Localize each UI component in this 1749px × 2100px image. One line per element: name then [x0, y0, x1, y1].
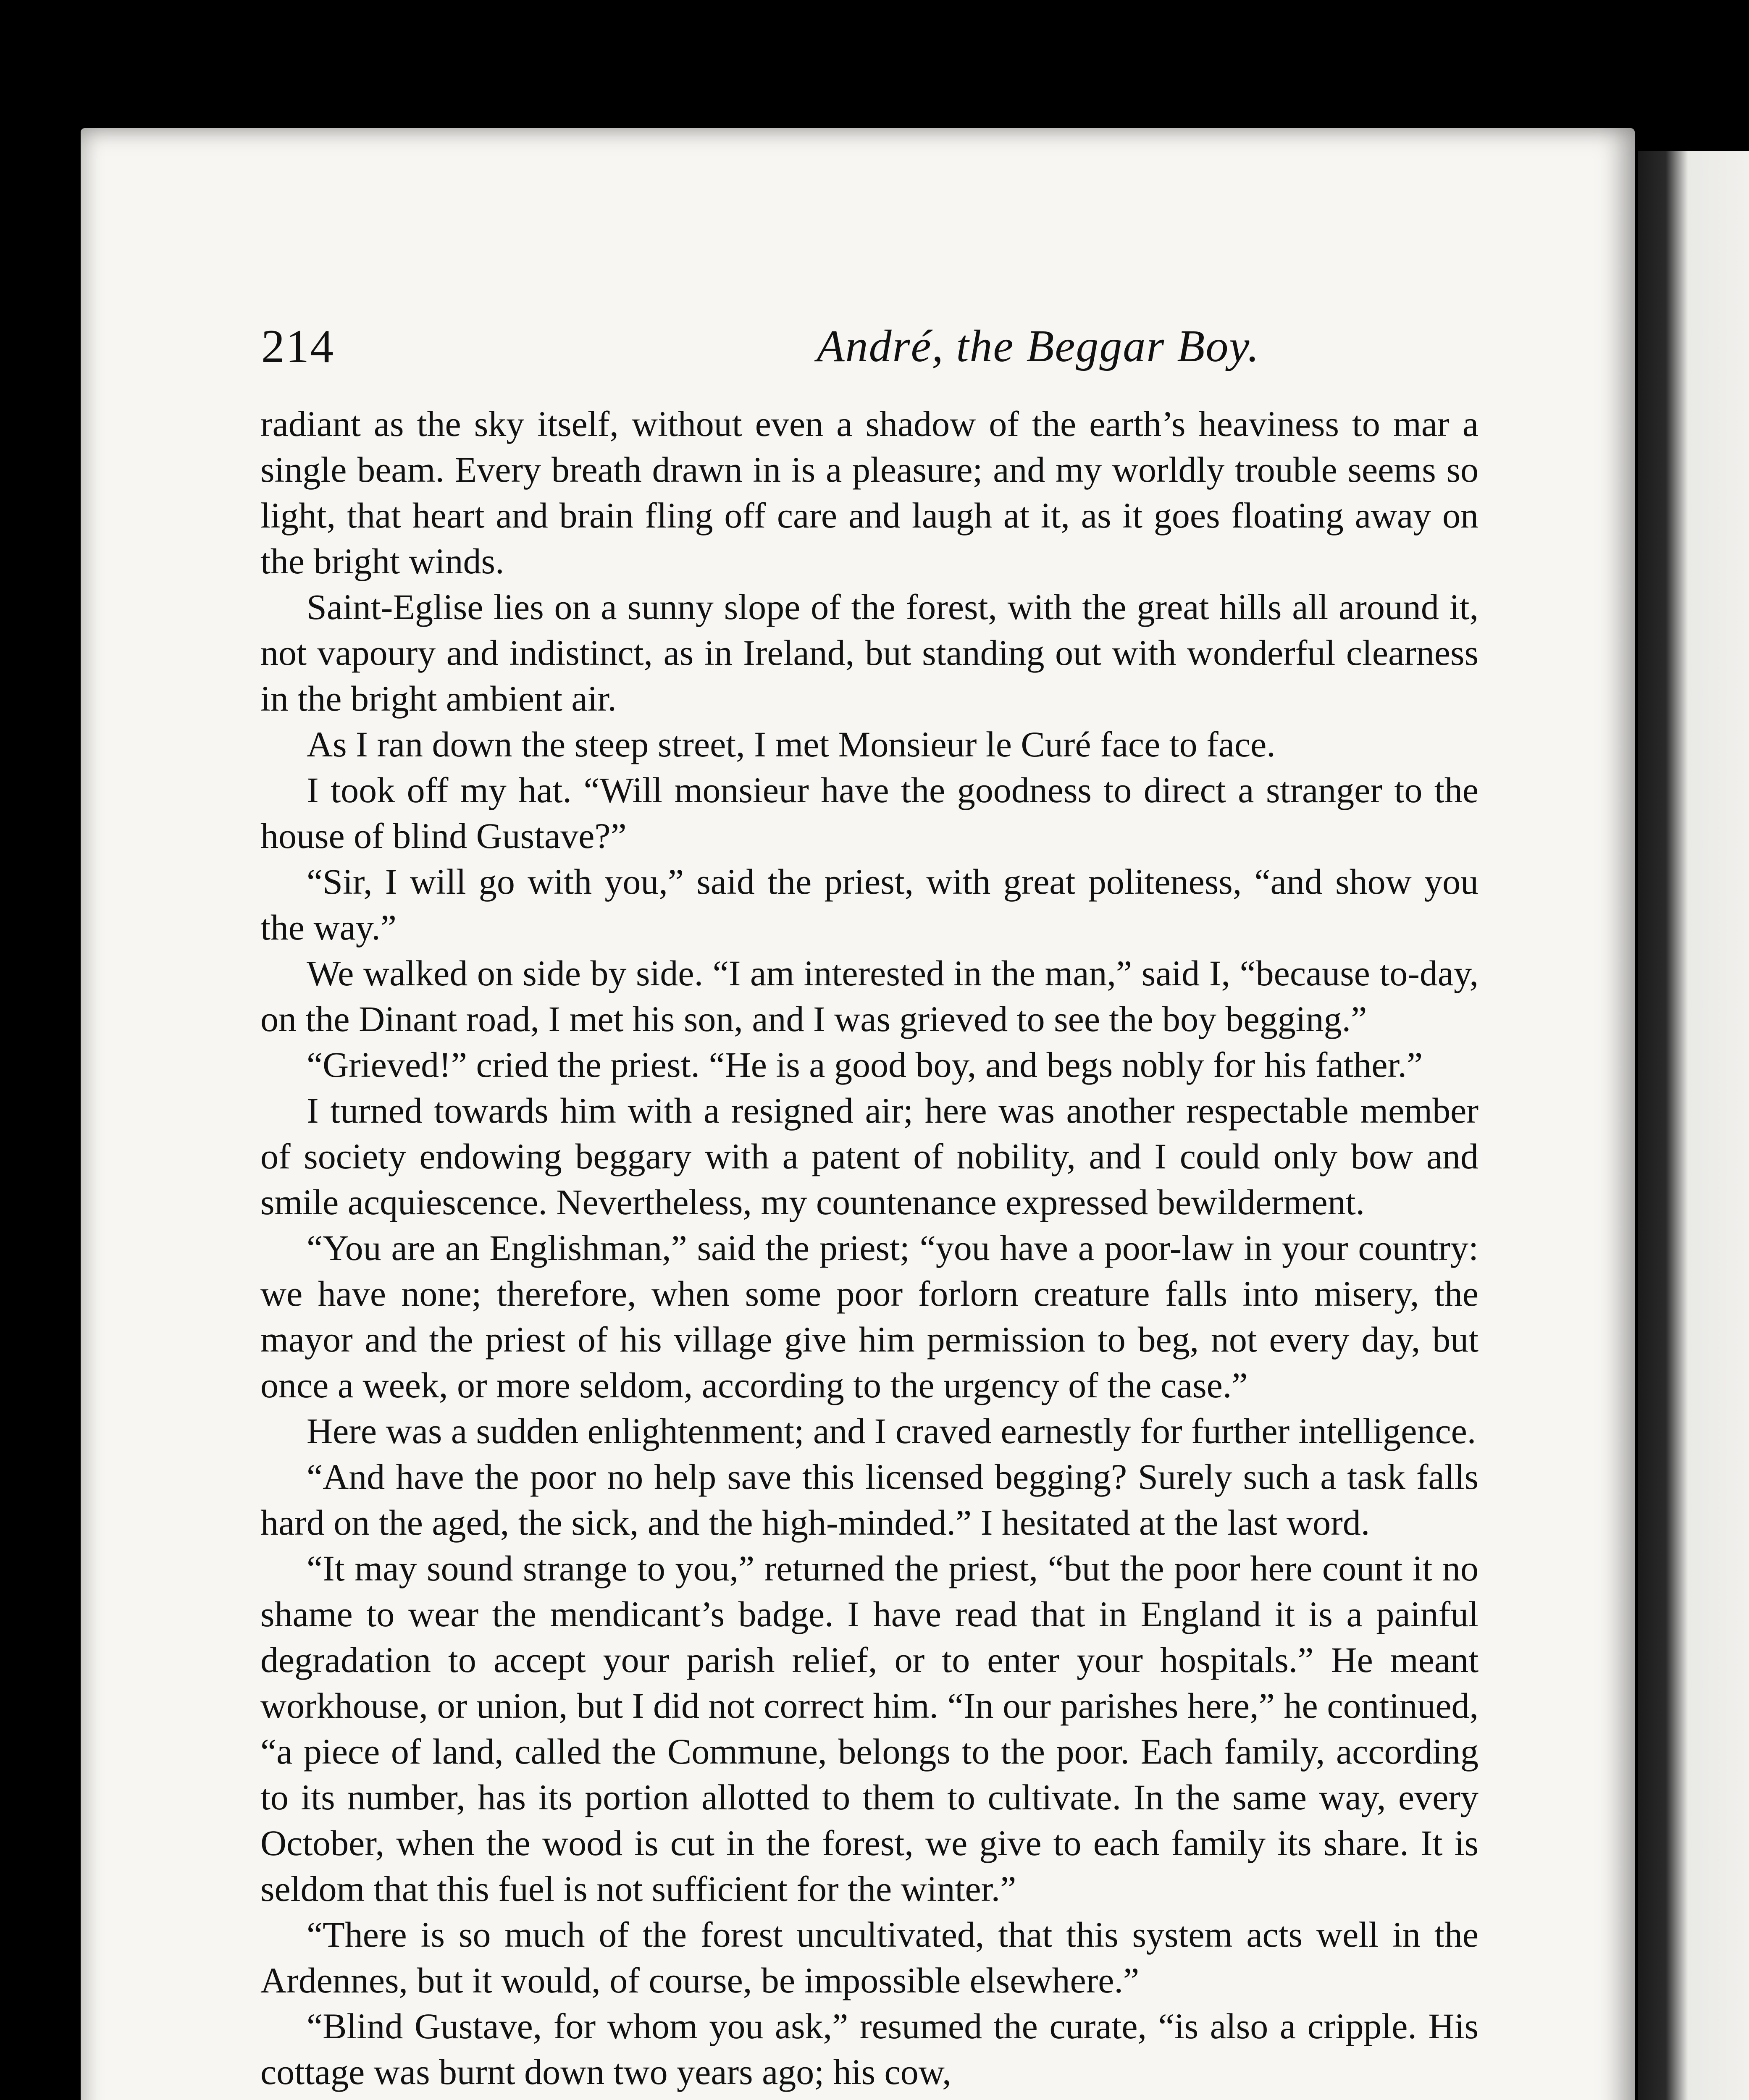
paragraph: “It may sound strange to you,” returned the priest, “but the poor here count it no shame to wear the mendicant’s badge. I have read that in England it is a painful degradation to accept your parish relief, or to enter your hospitals.” He meant workhouse, or union, but I did not correct him. “In our parishes here,” he continued, “a piece of land, called the Commune, belongs to the poor. Each family, according to its number, has its portion allotted to them to cultivate. In the same way, every October, when the wood is cut in the forest, we give to each family its share. It is seldom that this fuel is not sufficient for the winter.”	[260, 1548, 1479, 1909]
paragraph: We walked on side by side. “I am interested in the man,” said I, “because to-day, on the Dinant road, I met his son, and I was grieved to see the boy begging.”	[260, 953, 1479, 1039]
paragraph: “There is so much of the forest uncultivated, that this system acts well in the Ardennes, but it would, of course, be impossible elsewhere.”	[260, 1914, 1479, 2000]
page-header	[261, 319, 1479, 374]
paragraph: “Blind Gustave, for whom you ask,” resumed the curate, “is also a cripple. His cottage was burnt down two years ago; his cow,	[260, 2006, 1479, 2092]
paragraph: “And have the poor no help save this licensed begging? Surely such a task falls hard on the aged, the sick, and the high-minded.” I hesitated at the last word.	[260, 1457, 1479, 1543]
page-number: 214	[261, 320, 334, 373]
paragraph: Saint-Eglise lies on a sunny slope of the forest, with the great hills all around it, not vapoury and indistinct, as in Ireland, but standing out with wonderful clearness in the bright ambient air.	[260, 587, 1479, 719]
body-text	[260, 401, 1479, 2095]
running-title: André, the Beggar Boy.	[817, 321, 1260, 371]
paragraph: “Grieved!” cried the priest. “He is a good boy, and begs nobly for his father.”	[307, 1045, 1423, 1085]
paragraph: Here was a sudden enlightenment; and I craved earnestly for further intelligence.	[307, 1411, 1476, 1451]
paragraph: I took off my hat. “Will monsieur have the goodness to direct a stranger to the house of blind Gustave?”	[260, 770, 1479, 856]
paragraph: “You are an Englishman,” said the priest; “you have a poor-law in your country: we have none; therefore, when some poor forlorn creature falls into misery, the mayor and the priest of his village give him permission to beg, not every day, but once a week, or more seldom, according to the urgency of the case.”	[260, 1228, 1479, 1405]
paragraph: As I ran down the steep street, I met Monsieur le Curé face to face.	[307, 724, 1276, 764]
facing-page-edge	[1638, 151, 1749, 2100]
paragraph: “Sir, I will go with you,” said the priest, with great politeness, “and show you the way.”	[260, 861, 1479, 948]
paragraph: radiant as the sky itself, without even a shadow of the earth’s heaviness to mar a single beam. Every breath drawn in is a pleasure; and my worldly trouble seems so light, that heart and brain fling off care and laugh at it, as it goes floating away on the bright winds.	[260, 404, 1479, 581]
paragraph: I turned towards him with a resigned air; here was another respectable member of society endowing beggary with a patent of nobility, and I could only bow and smile acquiescence. Nevertheless, my countenance expressed bewilderment.	[260, 1090, 1479, 1222]
